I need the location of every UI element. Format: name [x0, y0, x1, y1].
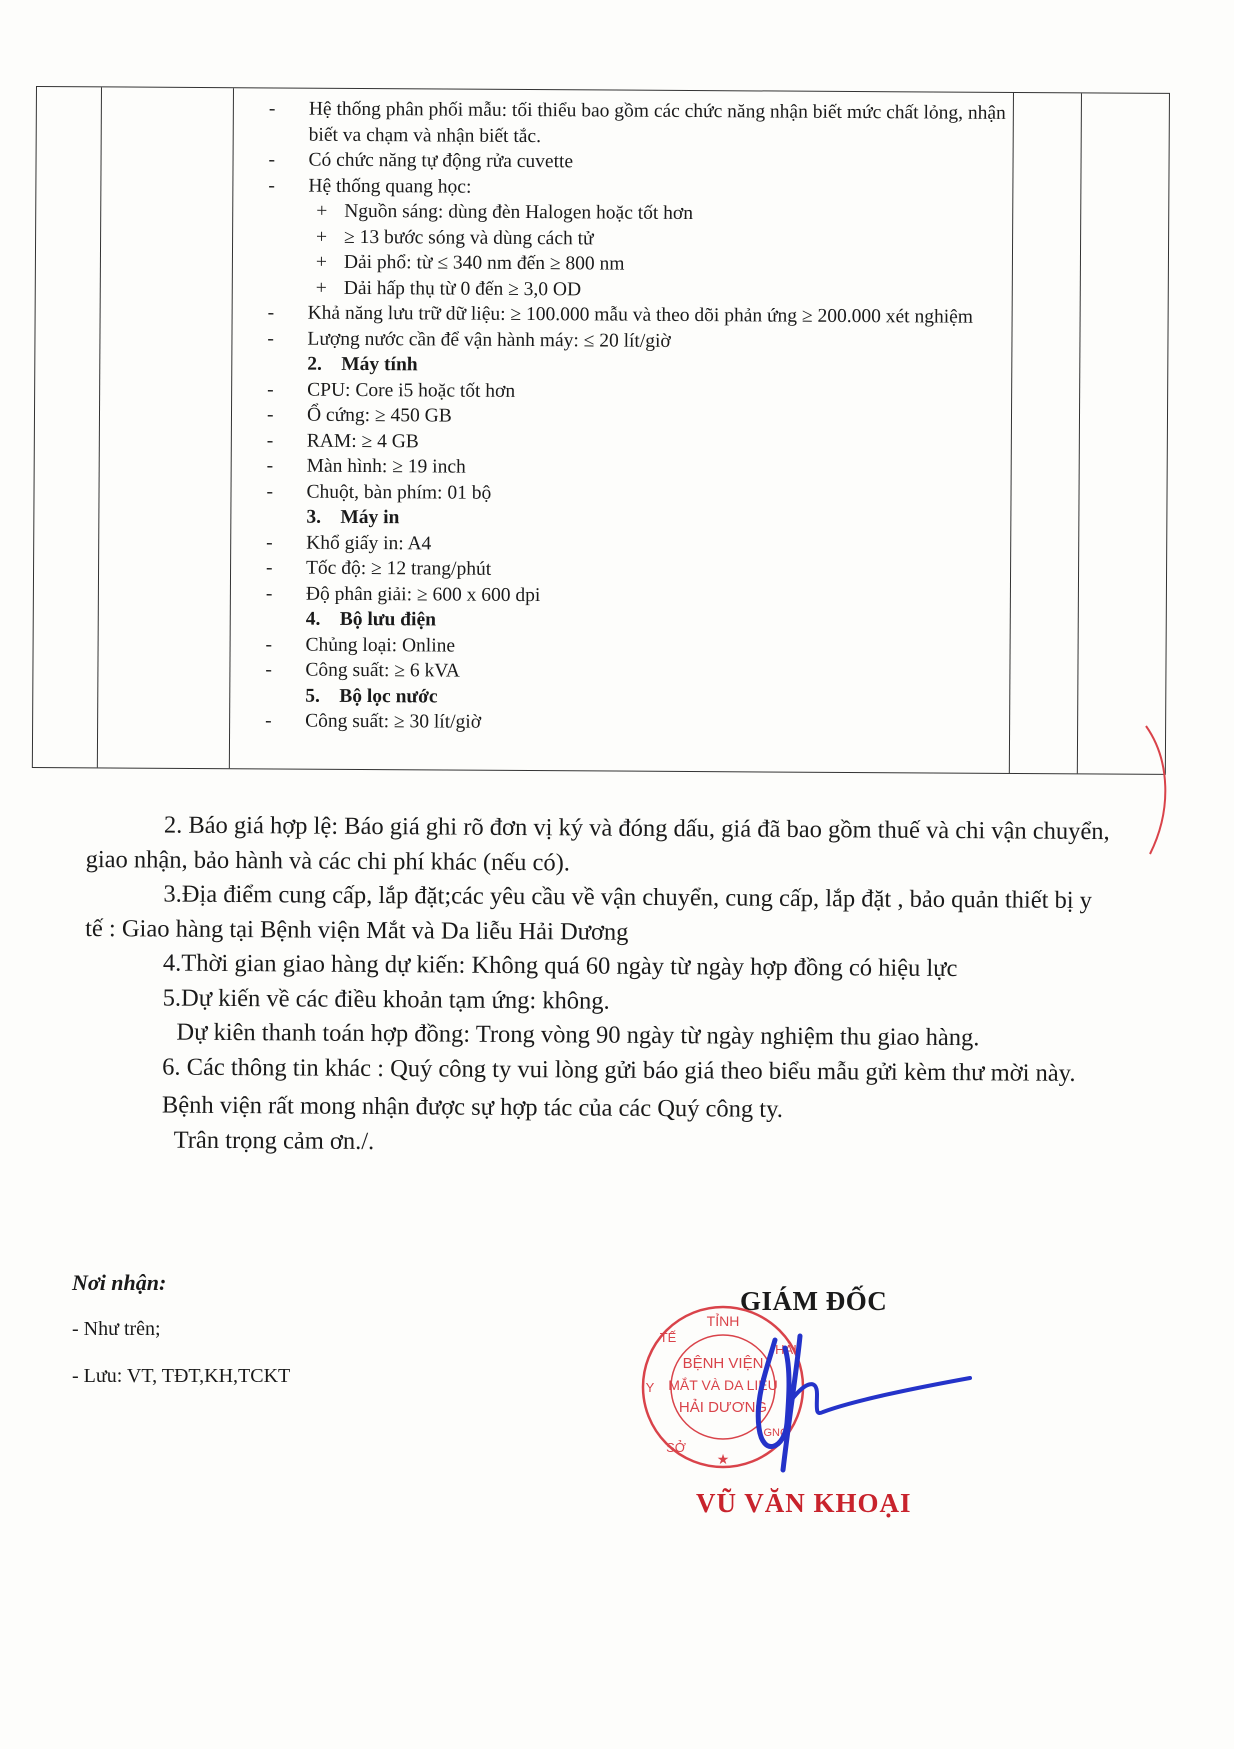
dash-bullet-icon: -: [268, 149, 276, 171]
spec-item-text: Hệ thống quang học:: [308, 175, 472, 198]
paragraph-payment: Dự kiên thanh toán hợp đồng: Trong vòng 90 ngày từ ngày nghiệm thu giao hàng.: [176, 1018, 980, 1052]
spec-section-number: 2.: [307, 353, 322, 375]
dash-bullet-icon: -: [268, 98, 276, 120]
spec-item-text: Máy tính: [341, 353, 418, 376]
dash-bullet-icon: -: [266, 455, 274, 477]
paragraph-advance-terms: 5.Dự kiến về các điều khoản tạm ứng: không.: [162, 984, 610, 1015]
dash-bullet-icon: -: [267, 302, 275, 324]
body-text: [84, 808, 1116, 1164]
dash-bullet-icon: -: [266, 404, 274, 426]
dash-bullet-icon: -: [266, 531, 273, 553]
recipients-block: [72, 1270, 290, 1412]
recipients-title: Nơi nhận:: [72, 1270, 167, 1295]
spec-item-text: ≥ 13 bước sóng và dùng cách tử: [344, 226, 594, 249]
spec-item: [267, 96, 1007, 152]
stamp-text: HẢI DƯƠNG: [678, 1399, 768, 1416]
stamp-text: Y: [645, 1380, 655, 1395]
paragraph-delivery-time: 4.Thời gian giao hàng dự kiến: Không quá 60 ngày từ ngày hợp đồng có hiệu lực: [162, 949, 958, 983]
spec-item-text: Bộ lọc nước: [339, 685, 438, 707]
director-title: GIÁM ĐỐC: [740, 1286, 888, 1316]
spec-item-text: Có chức năng tự động rửa cuvette: [308, 149, 574, 173]
spec-item-text: Độ phân giải: ≥ 600 x 600 dpi: [305, 583, 541, 606]
dash-bullet-icon: -: [265, 633, 273, 655]
spec-item-text: Lượng nước cần để vận hành máy: ≤ 20 lít/giờ: [307, 328, 671, 352]
table-col-divider: [97, 87, 102, 767]
stamp-text: GNG: [763, 1427, 789, 1439]
spec-item-text: Khổ giấy in: A4: [306, 532, 432, 554]
paragraph-cooperation: Bệnh viện rất mong nhận được sự hợp tác của các Quý công ty.: [161, 1091, 784, 1123]
paragraph-thanks: Trân trọng cảm ơn./.: [173, 1126, 375, 1155]
spec-item-text: Dải hấp thụ từ 0 đến ≥ 3,0 OD: [343, 277, 582, 300]
spec-item-text: Dải phổ: từ ≤ 340 nm đến ≥ 800 nm: [343, 251, 625, 275]
dash-bullet-icon: -: [265, 659, 273, 681]
stamp-text: BỆNH VIỆN: [682, 1355, 764, 1372]
spec-item-text: Ổ cứng: ≥ 450 GB: [306, 404, 452, 427]
stamp-text: MẮT VÀ DA LIỄU: [668, 1377, 778, 1393]
stamp-text: TỈNH: [706, 1313, 740, 1329]
plus-bullet-icon: +: [315, 251, 327, 273]
stamp-text: HẢI: [775, 1342, 797, 1357]
paragraph-valid-quote: 2. Báo giá hợp lệ: Báo giá ghi rõ đơn vị ký và đóng dấu, giá đã bao gồm thuế và chi vận chuyển, giao nhận, bảo hành và các chi phí khác (nếu có).: [85, 811, 1110, 876]
signature-icon: [745, 1328, 975, 1478]
recipient-line: - Như trên;: [72, 1318, 161, 1340]
spec-item-text: Chuột, bàn phím: 01 bộ: [306, 481, 492, 504]
dash-bullet-icon: -: [266, 480, 274, 502]
spec-item-text: Máy in: [340, 506, 400, 529]
svg-text:★: ★: [716, 1452, 730, 1468]
dash-bullet-icon: -: [267, 327, 275, 349]
plus-bullet-icon: +: [316, 200, 328, 222]
recipient-line: - Lưu: VT, TĐT,KH,TCKT: [72, 1365, 291, 1387]
dash-bullet-icon: -: [266, 429, 274, 451]
spec-item-text: Bộ lưu điện: [339, 608, 437, 631]
dash-bullet-icon: -: [265, 557, 273, 579]
spec-table: [32, 86, 1170, 775]
spec-item-text: Nguồn sáng: dùng đèn Halogen hoặc tốt hơn: [344, 200, 694, 225]
spec-section-number: 4.: [305, 608, 321, 630]
dash-bullet-icon: -: [267, 378, 274, 400]
spec-item-text: Màn hình: ≥ 19 inch: [306, 455, 466, 478]
spec-item-text: Tốc độ: ≥ 12 trang/phút: [305, 557, 492, 580]
spec-item-text: Khả năng lưu trữ dữ liệu: ≥ 100.000 mẫu và theo dõi phản ứng ≥ 200.000 xét nghiệm: [307, 302, 974, 328]
spec-item-text: CPU: Core i5 hoặc tốt hơn: [307, 379, 516, 402]
plus-bullet-icon: +: [315, 277, 327, 299]
spec-item-text: Hệ thống phân phối mẫu: tối thiểu bao gồm các chức năng nhận biết mức chất lỏng, nhận biết va chạm và nhận biết tắc.: [308, 98, 1006, 147]
page-edge-stamp-mark-icon: [1140, 720, 1180, 860]
dash-bullet-icon: -: [265, 582, 273, 604]
table-col-divider: [1077, 93, 1082, 773]
stamp-text: TẾ: [659, 1330, 677, 1345]
spec-item-text: Chủng loại: Online: [305, 634, 456, 657]
plus-bullet-icon: +: [316, 226, 328, 248]
spec-list: [263, 96, 1007, 738]
spec-item-text: Công suất: ≥ 6 kVA: [305, 659, 460, 682]
table-col-divider: [1009, 93, 1014, 773]
dash-bullet-icon: -: [268, 174, 275, 196]
dash-bullet-icon: -: [265, 710, 272, 732]
spec-section-number: 3.: [306, 506, 322, 528]
paragraph-other-info: 6. Các thông tin khác : Quý công ty vui lòng gửi báo giá theo biểu mẫu gửi kèm thư mời này.: [162, 1053, 1076, 1087]
director-name: VŨ VĂN KHOẠI: [696, 1488, 912, 1518]
stamp-text: SỞ: [666, 1440, 686, 1455]
table-col-divider: [229, 88, 234, 768]
spec-section-number: 5.: [305, 685, 320, 707]
paragraph-delivery-location: 3.Địa điểm cung cấp, lắp đặt;các yêu cầu về vận chuyển, cung cấp, lắp đặt , bảo quản thiết bị y tế : Giao hàng tại Bệnh viện Mắt và Da liễu Hải Dương: [85, 880, 1093, 946]
spec-item-text: RAM: ≥ 4 GB: [306, 430, 419, 452]
spec-item: [263, 708, 1003, 738]
spec-item-text: Công suất: ≥ 30 lít/giờ: [305, 710, 482, 733]
